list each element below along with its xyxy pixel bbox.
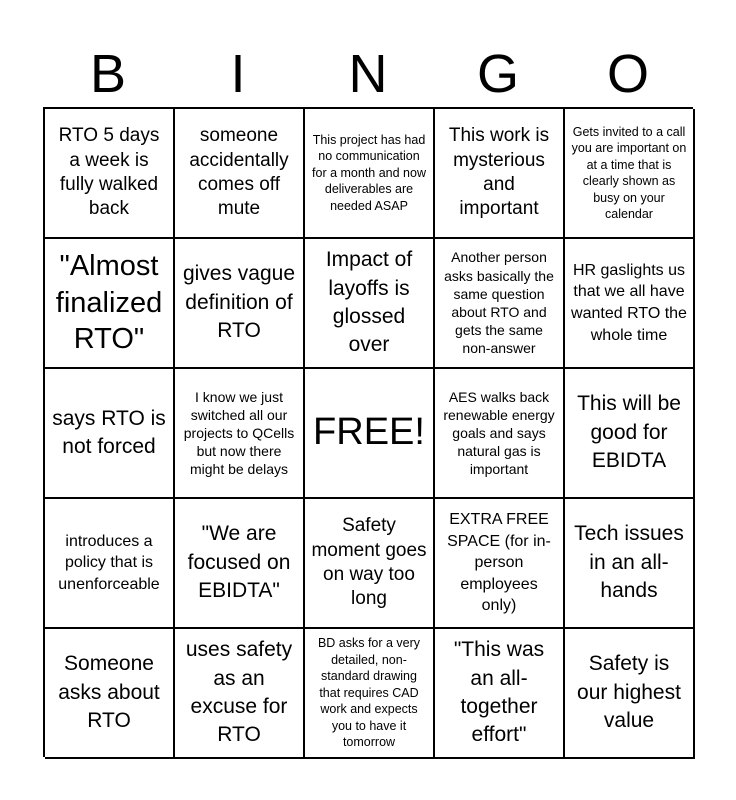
bingo-cell[interactable]	[45, 629, 175, 759]
bingo-cell[interactable]	[435, 629, 565, 759]
bingo-header	[43, 40, 693, 108]
bingo-board	[43, 107, 693, 757]
free-space-text: FREE!	[313, 411, 425, 454]
bingo-cell[interactable]	[45, 499, 175, 629]
cell-text: Gets invited to a call you are important on at a time that is clearly shown as busy on your calendar	[571, 124, 687, 221]
bingo-cell[interactable]	[565, 239, 695, 369]
bingo-cell[interactable]	[175, 239, 305, 369]
cell-text: This work is mysterious and important	[448, 125, 550, 220]
cell-text: Another person asks basically the same question about RTO and gets the same non-answer	[444, 249, 554, 357]
bingo-cell[interactable]	[175, 629, 305, 759]
cell-text: Safety is our highest value	[577, 652, 681, 733]
cell-text: EXTRA FREE SPACE (for in-person employees only)	[447, 511, 551, 615]
cell-text: This project has had no communication for a month and now deliverables are needed ASAP	[312, 132, 426, 213]
bingo-cell[interactable]	[45, 109, 175, 239]
cell-text: BD asks for a very detailed, non-standard drawing that requires CAD work and expects you to have it tomorrow	[317, 636, 421, 750]
cell-text: I know we just switched all our projects to QCells but now there might be delays	[183, 388, 295, 478]
cell-text: Tech issues in an all-hands	[574, 522, 684, 603]
bingo-cell[interactable]	[45, 239, 175, 369]
cell-text: Impact of layoffs is glossed over	[325, 248, 413, 357]
cell-text: "Almost finalized RTO"	[55, 249, 163, 356]
cell-text: Safety moment goes on way too long	[311, 515, 427, 610]
cell-text: says RTO is not forced	[52, 406, 166, 458]
cell-text: AES walks back renewable energy goals and says natural gas is important	[443, 388, 555, 478]
free-space-cell[interactable]	[305, 369, 435, 499]
bingo-cell[interactable]	[175, 499, 305, 629]
cell-text: HR gaslights us that we all have wanted RTO the whole time	[571, 261, 687, 344]
bingo-cell[interactable]	[435, 109, 565, 239]
bingo-cell[interactable]	[565, 369, 695, 499]
bingo-cell[interactable]	[305, 239, 435, 369]
cell-text: uses safety as an excuse for RTO	[185, 638, 293, 747]
cell-text: This will be good for EBIDTA	[577, 392, 681, 473]
cell-text: introduces a policy that is unenforceable	[58, 532, 160, 593]
bingo-cell[interactable]	[45, 369, 175, 499]
bingo-cell[interactable]	[175, 109, 305, 239]
bingo-cell[interactable]	[175, 369, 305, 499]
bingo-cell[interactable]	[435, 499, 565, 629]
header-letter-i: I	[230, 44, 246, 104]
bingo-cell[interactable]	[305, 629, 435, 759]
cell-text: Someone asks about RTO	[58, 652, 160, 733]
cell-text: gives vague definition of RTO	[182, 262, 296, 343]
bingo-cell[interactable]	[565, 109, 695, 239]
bingo-cell[interactable]	[565, 629, 695, 759]
header-letter-o: O	[606, 44, 649, 104]
cell-text: RTO 5 days a week is fully walked back	[58, 125, 160, 220]
cell-text: "We are focused on EBIDTA"	[187, 522, 291, 603]
header-letter-g: G	[476, 44, 519, 104]
bingo-cell[interactable]	[565, 499, 695, 629]
bingo-cell[interactable]	[305, 109, 435, 239]
bingo-cell[interactable]	[305, 499, 435, 629]
cell-text: someone accidentally comes off mute	[189, 125, 289, 220]
header-letter-b: B	[89, 44, 127, 104]
bingo-cell[interactable]	[435, 239, 565, 369]
cell-text: "This was an all-together effort"	[453, 638, 545, 747]
bingo-cell[interactable]	[435, 369, 565, 499]
header-letter-n: N	[348, 44, 388, 104]
